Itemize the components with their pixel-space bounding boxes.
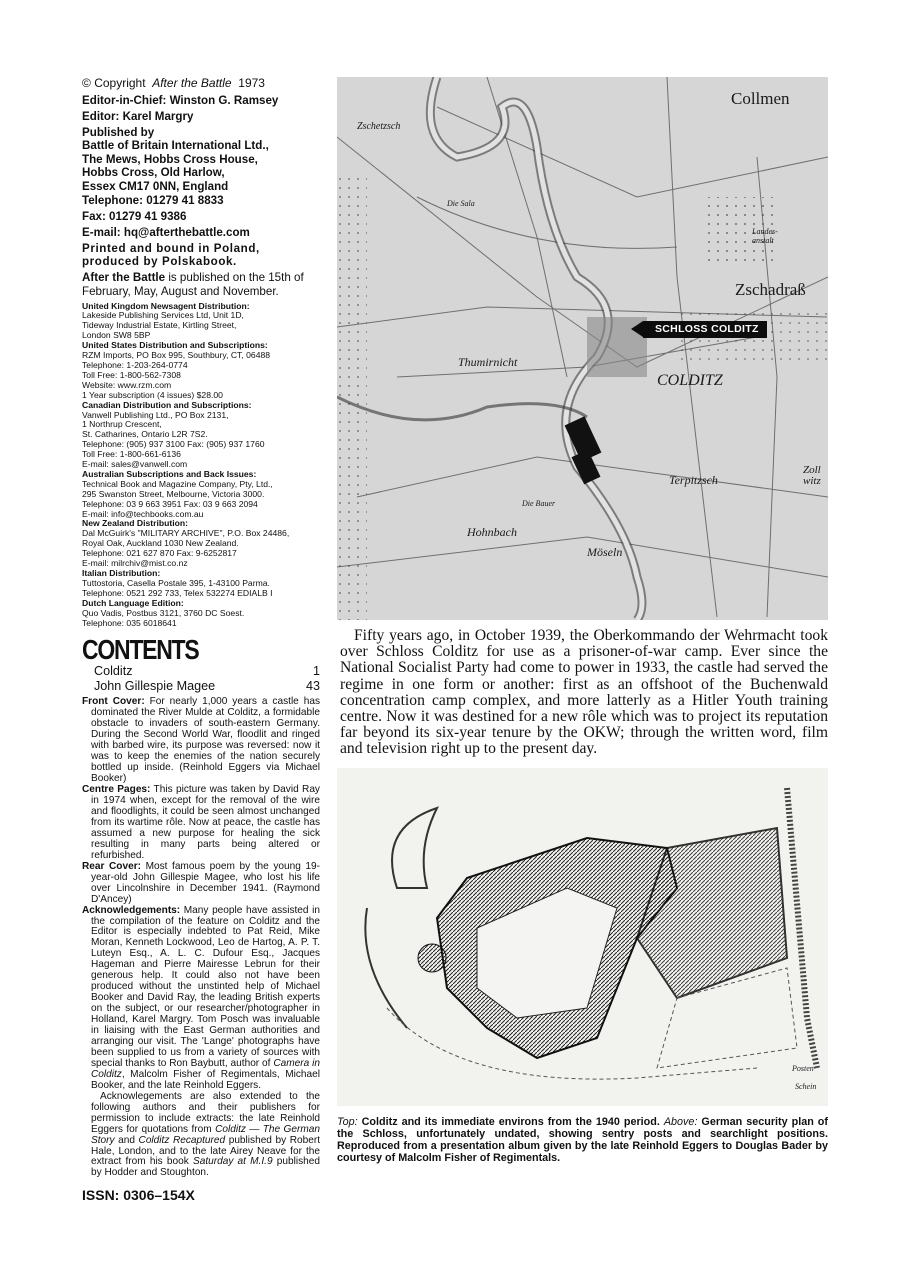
distribution-line: Vanwell Publishing Ltd., PO Box 2131, [82, 409, 229, 420]
contents-item[interactable]: John Gillespie Magee 43 [94, 678, 320, 693]
map-label-zschetzsch: Zschetzsch [357, 121, 401, 132]
distribution-line: Toll Free: 1-800-562-7308 [82, 369, 181, 380]
article-intro: Fifty years ago, in October 1939, the Oberkommando der Wehrmacht took over Schloss Colditz for use as a prisoner-of-war camp. Ever since the National Socialist Party had come to power in 1933, the castle had served the regime in one form or another: first as an offshoot of the Buchenwald concentration camp complex, and more latterly as a Hitler Youth training centre. Now it was destined for a new rôle which was to project its reputation far beyond its six-year tenure by the OKW; through the written word, film and television right up to the present day. [340, 627, 828, 758]
distribution-heading: Dutch Language Edition: [82, 597, 184, 608]
editor-in-chief: Editor-in-Chief: Winston G. Ramsey [82, 94, 279, 107]
plan-label-schein: Schein [795, 1082, 817, 1091]
distribution-line: Telephone: 035 6018641 [82, 617, 177, 628]
contents-heading: CONTENTS [82, 634, 199, 666]
distribution-line: E-mail: info@techbooks.com.au [82, 508, 204, 519]
distribution-line: 1 Northrup Crescent, [82, 419, 162, 430]
distribution-line: London SW8 5BP [82, 330, 151, 341]
schloss-colditz-callout: SCHLOSS COLDITZ [643, 321, 767, 338]
distribution-heading: Italian Distribution: [82, 568, 161, 578]
map-label-collmen: Collmen [731, 89, 790, 108]
distribution-line: Royal Oak, Auckland 1030 New Zealand. [82, 538, 239, 549]
issn: ISSN: 0306–154X [82, 1187, 195, 1204]
distribution-line: RZM Imports, PO Box 995, Southbury, CT, 06488 [82, 350, 271, 361]
cover-notes [82, 697, 320, 1179]
map-label-hohnbach: Hohnbach [467, 525, 517, 539]
distribution-line: Dal McGuirk's "MILITARY ARCHIVE", P.O. Box 24486, [82, 528, 290, 539]
distribution-heading: United States Distribution and Subscriptions: [82, 340, 268, 351]
acknowledgements-note: Acknowledgements: Many people have assisted in the compilation of the feature on Colditz and the Editor is especially indebted to Pat Reid, Mike Moran, Kenneth Lockwood, Leo de Hartog, A. P. T. Luteyn Esq., A. L. C. Dufour Esq., Jacques Hageman and Pierre Mairesse Lebrun for their generous help. It could also not have been produced without the unstinted help of Michael Booker and David Ray, the leading British experts on the subject, or our researcher/photographer in Holland, Karel Margry. Tom Posch was invaluable in liaising with the East German authorities and arranging our visit. The 'Lange' photographs have been supplied to us from a variety of sources with special thanks to Ron Baybutt, author of Camera in Colditz, Malcolm Fisher of Regimentals, Michael Booker, and the late Reinhold Eggers. [82, 904, 320, 1091]
distribution-line: Telephone: 0521 292 733, Telex 532274 EDIALB I [82, 587, 273, 598]
map-label-zollwitz: Zoll witz [803, 464, 821, 487]
rear-cover-note: Rear Cover: Most famous poem by the young 19-year-old John Gillespie Magee, who lost his life over Lincolnshire in December 1941. (Raymond D'Ancey) [82, 860, 320, 905]
map-label-moseln: Möseln [587, 545, 623, 559]
distribution-line: Tuttostoria, Casella Postale 395, 1-43100 Parma. [82, 577, 270, 588]
email: E-mail: hq@afterthebattle.com [82, 226, 250, 240]
fax: Fax: 01279 41 9386 [82, 210, 187, 224]
distribution-line: Technical Book and Magazine Company, Pty, Ltd., [82, 478, 273, 489]
masthead [82, 76, 322, 628]
distribution-line: Telephone: 021 627 870 Fax: 9-6252817 [82, 548, 237, 559]
distribution-line: 1 Year subscription (4 issues) $28.00 [82, 389, 223, 400]
contents-item[interactable]: Colditz 1 [94, 664, 320, 679]
publication-schedule: After the Battle is published on the 15th of February, May, August and November. [82, 271, 304, 298]
editor: Editor: Karel Margry [82, 109, 194, 123]
left-column [82, 76, 322, 1203]
distribution-heading: Australian Subscriptions and Back Issues: [82, 468, 257, 479]
distribution-line: Tideway Industrial Estate, Kirtling Street, [82, 320, 237, 331]
distribution-heading: New Zealand Distribution: [82, 518, 188, 529]
figure-caption: Top: Colditz and its immediate environs from the 1940 period. Above: German security plan of the Schloss, unfortunately undated, showing sentry posts and searchlight positions. Reproduced from a presentation album given by the late Reinhold Eggers to Douglas Bader by courtesy of Malcolm Fisher of Regimentals. [337, 1116, 828, 1164]
publisher: Published by Battle of Britain International Ltd., The Mews, Hobbs Cross House, Hobbs Cross, Old Harlow, Essex CM17 0NN, England [82, 125, 269, 193]
distribution-heading: Canadian Distribution and Subscriptions: [82, 399, 252, 410]
map-label-landesanstalt: Landes-anstalt [752, 227, 778, 245]
distribution-line: Quo Vadis, Postbus 3121, 3760 DC Soest. [82, 607, 245, 618]
distribution-line: Lakeside Publishing Services Ltd, Unit 1D, [82, 310, 244, 321]
colditz-map-image [337, 77, 828, 620]
acknowledgements-extracts: Acknowlegements are also extended to the following authors and their publishers for permission to include extracts: the late Reinhold Eggers for quotations from Colditz — The German Story and Colditz Recaptured published by Robert Hale, London, and to the late Airey Neave for the extract from his book Saturday at M.I.9 published by Hodder and Stoughton. [91, 1090, 321, 1179]
distribution-line: St. Catharines, Ontario L2R 7S2. [82, 429, 208, 440]
printed-in: Printed and bound in Poland, produced by Polskabook. [82, 242, 260, 269]
map-label-terpitzsch: Terpitzsch [669, 473, 718, 487]
map-drawing [337, 77, 828, 620]
copyright-line: © Copyright After the Battle 1973 [82, 76, 265, 90]
map-label-zschadrass: Zschadraß [735, 280, 806, 299]
distribution-line: Telephone: (905) 937 3100 Fax: (905) 937 1760 [82, 439, 265, 450]
plan-drawing [337, 768, 828, 1106]
distribution-list [82, 302, 322, 629]
map-label-die-bauer: Die Bauer [522, 499, 556, 508]
plan-label-posten: Posten [792, 1064, 814, 1073]
contents-list [94, 664, 320, 693]
distribution-line: Toll Free: 1-800-661-6136 [82, 449, 181, 460]
map-label-colditz: COLDITZ [657, 372, 723, 389]
front-cover-note: Front Cover: For nearly 1,000 years a castle has dominated the River Mulde at Colditz, a formidable obstacle to invaders of south-eastern Germany. During the Second World War, floodlit and ringed with barbed wire, its purpose was reversed: now it was to keep the enemies of the nation securely bottled up inside. (Reinhold Eggers via Michael Booker) [82, 696, 320, 785]
distribution-heading: United Kingdom Newsagent Distribution: [82, 300, 250, 311]
security-plan-image [337, 768, 828, 1106]
distribution-line: Telephone: 1-203-264-0774 [82, 359, 188, 370]
centre-pages-note: Centre Pages: This picture was taken by David Ray in 1974 when, except for the removal of the wire and floodlights, it could be seen almost unchanged from its wartime rôle. Now at peace, the castle has assumed a new purpose for healing the sick resulting in many parts being altered or refurbished. [82, 784, 320, 861]
distribution-line: Telephone: 03 9 663 3951 Fax: 03 9 663 2094 [82, 498, 258, 509]
map-label-die-sala: Die Sala [447, 199, 475, 208]
distribution-line: Website: www.rzm.com [82, 379, 172, 390]
map-label-thumirnicht: Thumirnicht [458, 355, 518, 369]
distribution-line: E-mail: milrchiv@mist.co.nz [82, 558, 188, 569]
telephone: Telephone: 01279 41 8833 [82, 194, 224, 208]
distribution-line: 295 Swanston Street, Melbourne, Victoria 3000. [82, 488, 265, 499]
distribution-line: E-mail: sales@vanwell.com [82, 459, 188, 470]
